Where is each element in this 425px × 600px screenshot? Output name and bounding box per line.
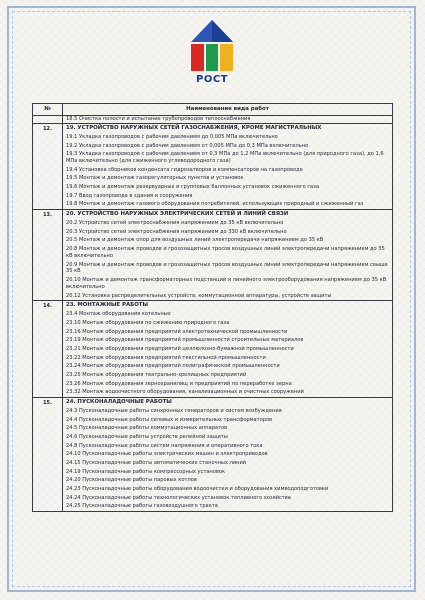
table-row	[33, 301, 393, 398]
work-item: 24.10 Пусконаладочные работы электрических машин и электроприводов	[66, 451, 268, 458]
work-item: 19.2 Укладка газопроводов с рабочим давлением от 0,005 МПа до 0,3 МПа включительно	[66, 142, 309, 149]
header-work-type: Наименование вида работ	[63, 104, 393, 116]
work-item: 24.25 Пусконаладочные работы газовоздушного тракта	[66, 503, 218, 510]
table-row	[33, 398, 393, 512]
work-item: 20.12 Установка распределительных устройств, коммутационной аппаратуры, устройств защиты	[66, 292, 332, 299]
work-item: 23.26 Монтаж оборудования зернохранилищ и предприятий по переработке зерна	[66, 380, 292, 387]
table-row	[33, 210, 393, 301]
work-item: 23.4 Монтаж оборудования котельных	[66, 311, 171, 318]
work-item: 24.15 Пусконаладочные работы автоматических станочных линий	[66, 459, 247, 466]
work-item: 23.21 Монтаж оборудования предприятий целлюлозно-бумажной промышленности	[66, 345, 294, 352]
rost-logo	[185, 16, 239, 88]
work-item: 20.5 Монтаж и демонтаж опор для воздушных линий электропередачи напряжением до 35 кВ	[66, 237, 324, 244]
work-item: 19.1 Укладка газопроводов с рабочим давлением до 0,005 МПа включительно	[66, 133, 278, 140]
work-item: 23.24 Монтаж оборудования предприятий полиграфической промышленности	[66, 363, 280, 370]
section-body	[63, 398, 393, 512]
work-item: 20.9 Монтаж и демонтаж проводов и грозозащитных тросов воздушных линий электропередачи напряжением свыше 35 кВ	[66, 261, 388, 275]
work-item: 23.10 Монтаж оборудования по сжижению природного газа	[66, 320, 230, 326]
work-item: 23.16 Монтаж оборудования предприятий электротехнической промышленности	[66, 328, 288, 335]
table-row	[33, 123, 393, 209]
work-item: 24.19 Пусконаладочные работы компрессорных установок	[66, 468, 226, 475]
section-title: 23. МОНТАЖНЫЕ РАБОТЫ	[66, 302, 149, 309]
work-item: 20.3 Устройство сетей электроснабжения напряжением до 330 кВ включительно	[66, 228, 287, 235]
work-item: 24.5 Пусконаладочные работы коммутационных аппаратов	[66, 425, 228, 432]
section-title: 24. ПУСКОНАЛАДОЧНЫЕ РАБОТЫ	[66, 398, 172, 405]
work-item: 23.32 Монтаж водоочистного оборудования, канализационных и очистных сооружений	[66, 389, 304, 396]
work-item: 19.5 Монтаж и демонтаж газорегуляторных пунктов и установок	[66, 175, 244, 182]
header-number: №	[33, 104, 63, 116]
section-body	[63, 210, 393, 301]
section-number: 14.	[33, 301, 63, 398]
section-number: 12.	[33, 123, 63, 209]
section-title: 19. УСТРОЙСТВО НАРУЖНЫХ СЕТЕЙ ГАЗОСНАБЖЕНИЯ, КРОМЕ МАГИСТРАЛЬНЫХ	[66, 124, 322, 131]
section-body	[63, 301, 393, 398]
work-item: 19.7 Ввод газопровода в здания и сооружения	[66, 192, 193, 199]
work-types-table	[32, 103, 393, 512]
section-body	[63, 123, 393, 209]
work-item: 24.24 Пусконаладочные работы технологических установок топливного хозяйства	[66, 494, 291, 501]
work-item: 20.10 Монтаж и демонтаж трансформаторных подстанций и линейного электрооборудования напряжением до 35 кВ включительно	[66, 277, 387, 290]
work-item: 24.23 Пусконаладочные работы оборудования водоочистки и оборудования химводоподготовки	[66, 485, 329, 492]
work-item: 24.4 Пусконаладочные работы силовых и измерительных трансформаторов	[66, 416, 273, 423]
work-item: 24.8 Пусконаладочные работы систем напряжения и оперативного тока	[66, 442, 263, 449]
work-item: 24.20 Пусконаладочные работы паровых котлов	[66, 477, 197, 484]
work-item: 23.22 Монтаж оборудования предприятий текстильной промышленности	[66, 354, 266, 361]
work-item: 24.3 Пусконаладочные работы синхронных генераторов и систем возбуждения	[66, 407, 282, 414]
section-number: 13.	[33, 210, 63, 301]
table-header-row	[33, 104, 393, 116]
work-item: 19.3 Укладка газопроводов с рабочим давлением от 0,3 МПа до 1,2 МПа включительно (для природного газа), до 1,6 МПа включительно (для сжиженного углеводородного газа)	[66, 151, 384, 165]
work-item: 20.8 Монтаж и демонтаж проводов и грозозащитных тросов воздушных линий электропередачи напряжением до 35 кВ включительно	[66, 246, 385, 259]
work-item: 19.4 Установка сборников конденсата гидрозатворов и компенсаторов на газопроводе	[66, 166, 303, 173]
work-item: 19.6 Монтаж и демонтаж резервуарных и групповых баллонных установок сжиженного газа	[66, 184, 319, 190]
work-item: 24.6 Пусконаладочные работы устройств релейной защиты	[66, 433, 228, 440]
work-item: 23.25 Монтаж оборудования театрально-зрелищных предприятий	[66, 371, 247, 378]
continuation-item: 18.5 Очистка полости и испытание трубопроводов теплоснабжения	[63, 116, 393, 124]
section-number: 15.	[33, 398, 63, 512]
work-item: 19.8 Монтаж и демонтаж газового оборудования потребителей, использующих природный и сжиженный газ	[66, 201, 364, 208]
rost-logo-icon	[185, 16, 239, 74]
work-item: 23.19 Монтаж оборудования предприятий промышленности строительных материалов	[66, 337, 304, 344]
logo-wordmark: РОСТ	[196, 74, 228, 85]
work-item: 20.2 Устройство сетей электроснабжения напряжением до 35 кВ включительно	[66, 220, 284, 227]
table-row	[33, 116, 393, 124]
section-title: 20. УСТРОЙСТВО НАРУЖНЫХ ЭЛЕКТРИЧЕСКИХ СЕТЕЙ И ЛИНИЙ СВЯЗИ	[66, 210, 289, 217]
